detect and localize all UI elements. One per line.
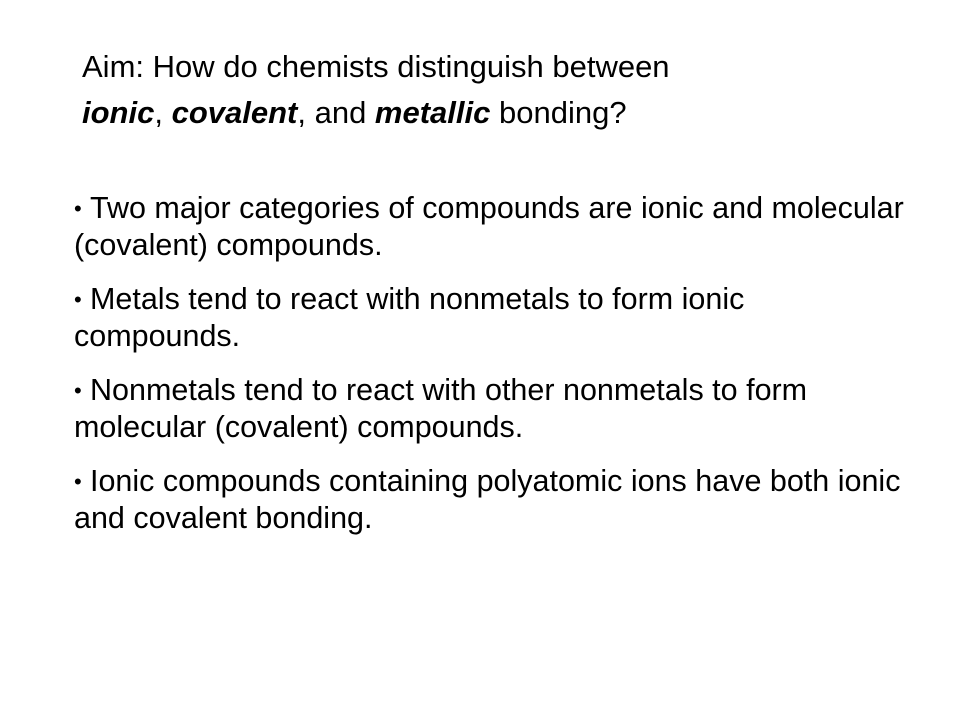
bullet-marker: •	[74, 469, 82, 494]
bullet-text: Metals tend to react with nonmetals to form ionic compounds.	[74, 282, 745, 353]
title-line-1: Aim: How do chemists distinguish between	[82, 49, 670, 84]
bullet-item	[74, 372, 914, 446]
bullet-marker: •	[74, 287, 82, 312]
title-separator-2: , and	[297, 95, 375, 130]
bullet-item	[74, 281, 914, 355]
bullet-text: Two major categories of compounds are ionic and molecular (covalent) compounds.	[74, 191, 904, 262]
bullet-marker: •	[74, 378, 82, 403]
title-line-2	[82, 90, 902, 136]
bullet-text: Ionic compounds containing polyatomic ions have both ionic and covalent bonding.	[74, 464, 901, 535]
bullet-item	[74, 190, 914, 264]
title-ending: bonding?	[490, 95, 627, 130]
bullet-item	[74, 463, 914, 537]
title-term-covalent: covalent	[171, 95, 298, 130]
bullet-list	[74, 190, 914, 554]
title-separator-1: ,	[154, 95, 172, 130]
title-term-ionic: ionic	[82, 95, 155, 130]
title-term-metallic: metallic	[374, 95, 491, 130]
bullet-text: Nonmetals tend to react with other nonmetals to form molecular (covalent) compounds.	[74, 373, 808, 444]
slide-title	[82, 44, 902, 136]
bullet-marker: •	[74, 196, 82, 221]
